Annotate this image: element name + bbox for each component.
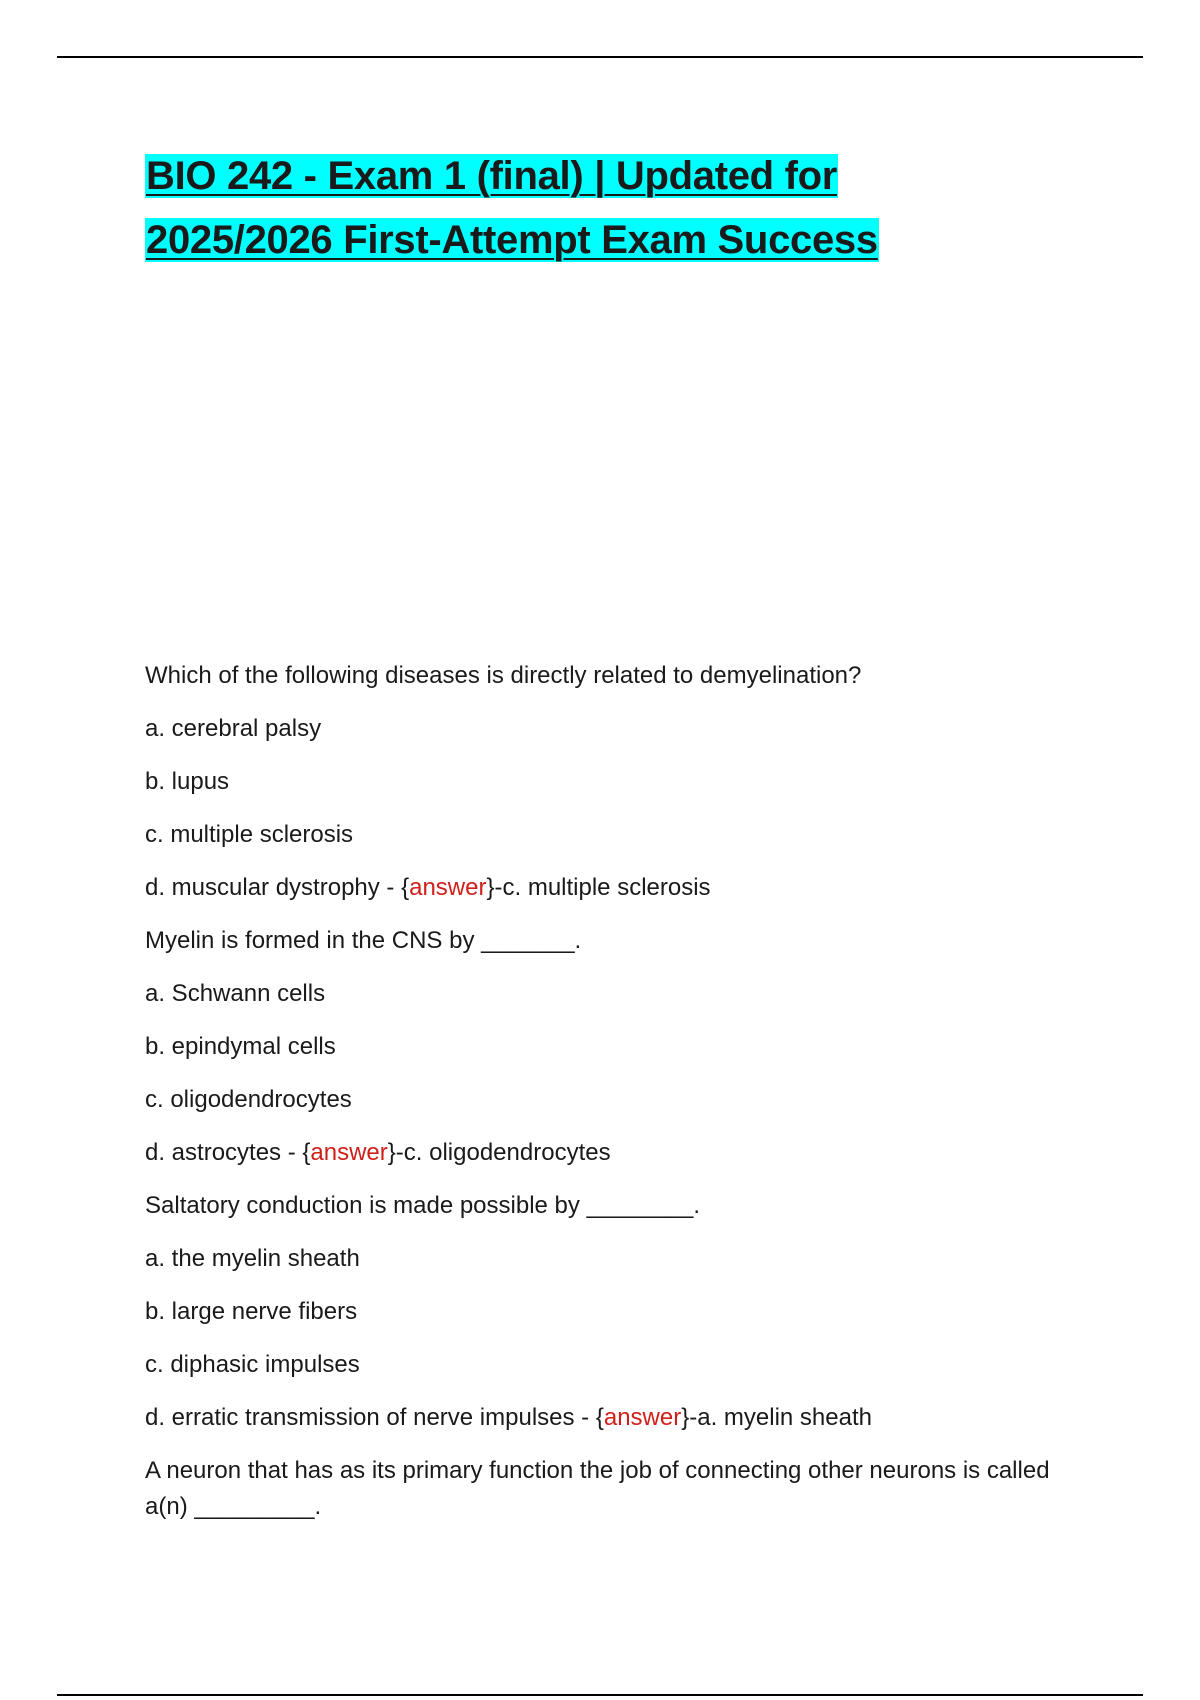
answer-text: }-a. myelin sheath	[681, 1404, 872, 1431]
title-line-1: BIO 242 - Exam 1 (final) | Updated for	[146, 154, 838, 198]
answer-keyword: answer	[603, 1404, 682, 1431]
option-d-with-answer	[145, 1400, 1065, 1436]
answer-text: }-c. oligodendrocytes	[387, 1139, 611, 1166]
footer-rule	[57, 1694, 1143, 1696]
document-title	[145, 144, 1045, 272]
answer-keyword: answer	[310, 1139, 388, 1166]
option-b: b. large nerve fibers	[145, 1298, 358, 1325]
option-a: a. cerebral palsy	[145, 715, 322, 742]
question-stem: Which of the following diseases is directly related to demyelination?	[145, 662, 862, 689]
option-d: d. erratic transmission of nerve impulses - {	[145, 1404, 604, 1431]
option-d: d. astrocytes - {	[145, 1139, 311, 1166]
option-d-with-answer	[145, 870, 1065, 906]
answer-text: }-c. multiple sclerosis	[486, 874, 711, 901]
question-stem: Myelin is formed in the CNS by _______.	[145, 927, 582, 954]
title-line-2: 2025/2026 First-Attempt Exam Success	[146, 218, 878, 262]
option-b: b. epindymal cells	[145, 1033, 336, 1060]
option-c: c. oligodendrocytes	[145, 1086, 352, 1113]
question-stem: A neuron that has as its primary function the job of connecting other neurons is called a(n) _________.	[145, 1457, 1057, 1520]
question-list	[145, 658, 1065, 1525]
option-c: c. diphasic impulses	[145, 1351, 360, 1378]
option-d-with-answer	[145, 1135, 1065, 1171]
option-d: d. muscular dystrophy - {	[145, 874, 410, 901]
answer-keyword: answer	[409, 874, 487, 901]
option-a: a. Schwann cells	[145, 980, 326, 1007]
option-a: a. the myelin sheath	[145, 1245, 360, 1272]
header-rule	[57, 56, 1143, 58]
question-stem: Saltatory conduction is made possible by ________.	[145, 1192, 701, 1219]
option-b: b. lupus	[145, 768, 230, 795]
option-c: c. multiple sclerosis	[145, 821, 354, 848]
